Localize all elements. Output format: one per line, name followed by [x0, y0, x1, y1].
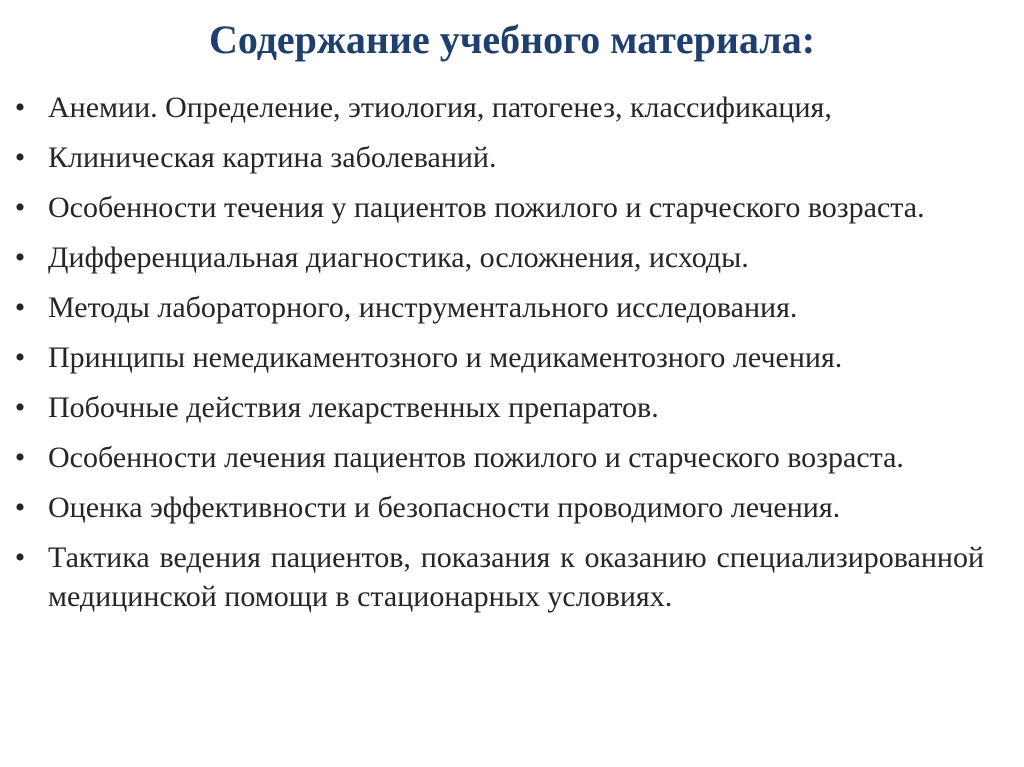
list-item — [14, 338, 984, 377]
bullet-icon: • — [14, 141, 26, 174]
list-item-text: Методы лабораторного, инструментального исследования. — [48, 291, 798, 324]
bullet-icon: • — [14, 191, 26, 224]
bullet-icon: • — [14, 541, 26, 574]
list-item-text: Дифференциальная диагностика, осложнения, исходы. — [48, 241, 749, 274]
list-item — [14, 238, 984, 277]
bullet-icon: • — [14, 91, 26, 124]
list-item-text: Оценка эффективности и безопасности проводимого лечения. — [48, 491, 841, 524]
list-item — [14, 488, 984, 527]
bullet-icon: • — [14, 491, 26, 524]
list-item — [14, 138, 984, 177]
list-item-text: Принципы немедикаментозного и медикаментозного лечения. — [48, 341, 843, 374]
bullet-icon: • — [14, 291, 26, 324]
bullet-icon: • — [14, 391, 26, 424]
list-item — [14, 188, 984, 227]
list-item — [14, 538, 984, 616]
list-item — [14, 438, 984, 477]
list-item-text: Особенности течения у пациентов пожилого и старческого возраста. — [48, 191, 925, 224]
list-item — [14, 288, 984, 327]
content-list — [14, 88, 984, 627]
list-item-text: Клиническая картина заболеваний. — [48, 141, 497, 174]
bullet-icon: • — [14, 441, 26, 474]
list-item-text: Особенности лечения пациентов пожилого и старческого возраста. — [48, 441, 904, 474]
slide-title: Содержание учебного материала: — [208, 17, 816, 62]
list-item-text: Анемии. Определение, этиология, патогенез, классификация, — [48, 91, 832, 124]
list-item — [14, 388, 984, 427]
bullet-icon: • — [14, 341, 26, 374]
list-item-text: Побочные действия лекарственных препаратов. — [48, 391, 659, 424]
bullet-icon: • — [14, 241, 26, 274]
list-item-text: Тактика ведения пациентов, показания к оказанию специализированной медицинской помощи в стационарных условиях. — [48, 541, 984, 613]
list-item — [14, 88, 984, 127]
